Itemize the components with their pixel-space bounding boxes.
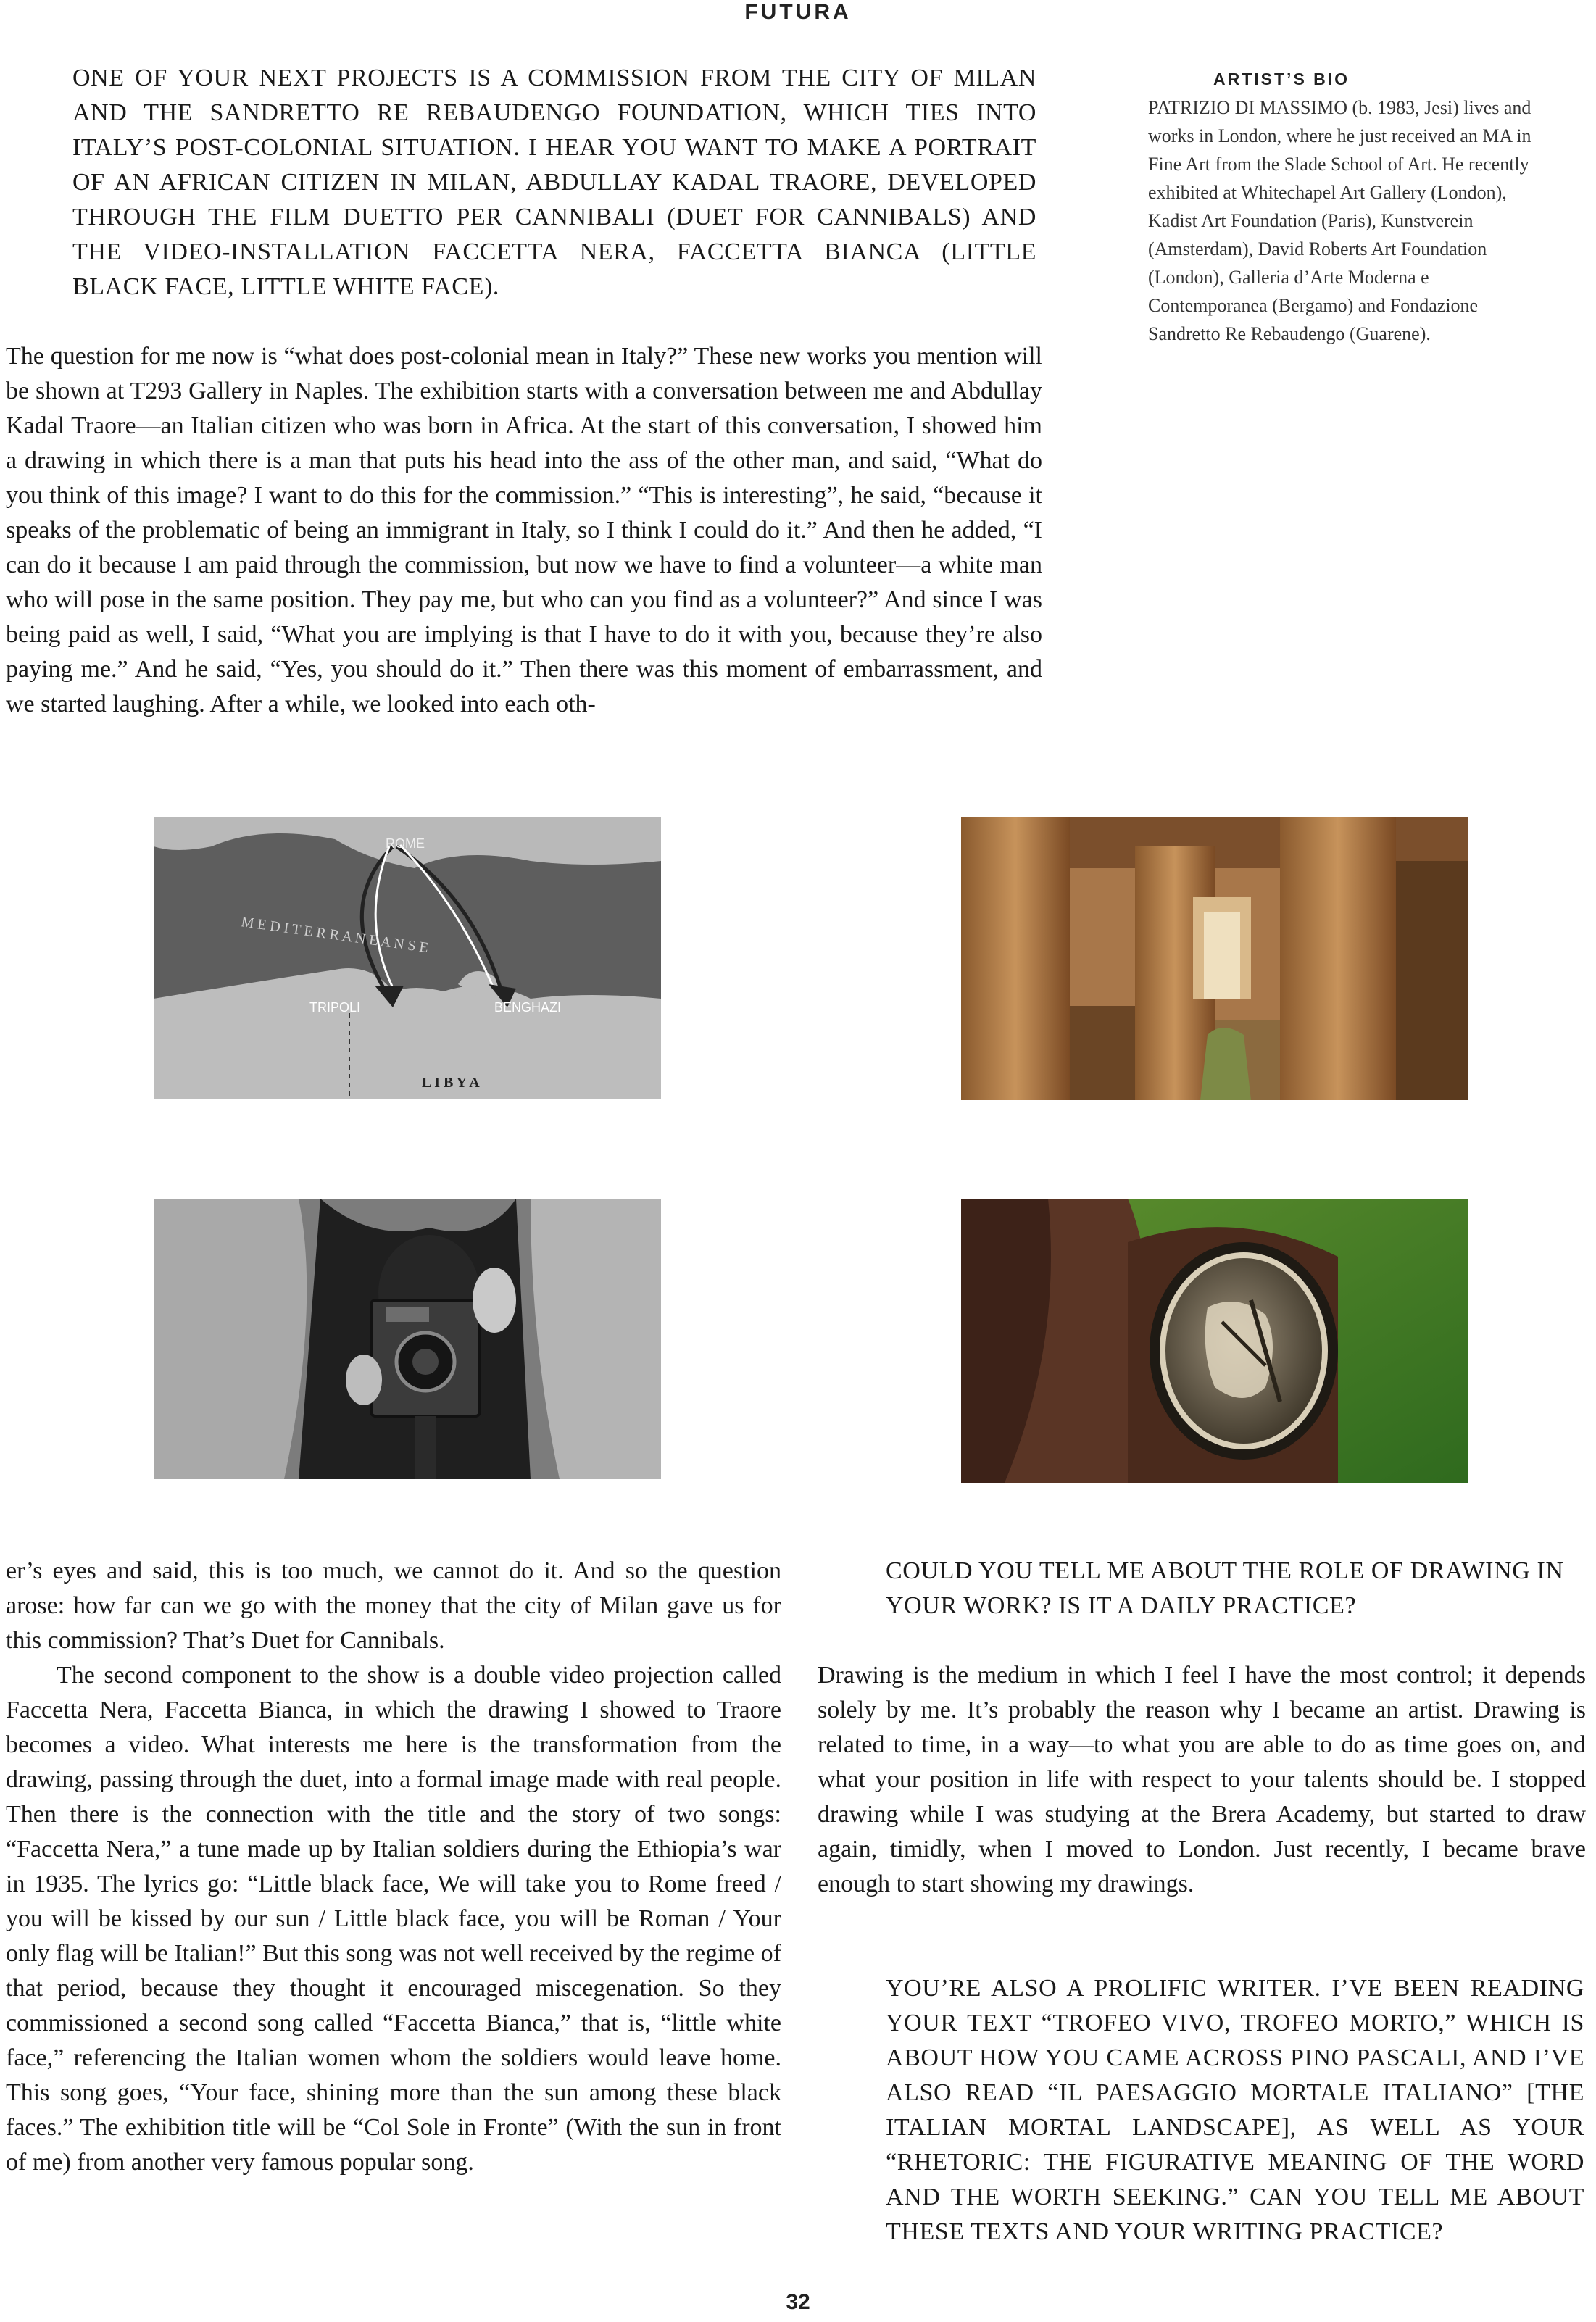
map-label-tripoli: TRIPOLI bbox=[309, 1000, 361, 1015]
ring-photo bbox=[961, 1199, 1468, 1483]
answer-1-text: The question for me now is “what does post-colonial mean in Italy?” These new works you mention will be shown at T293 Gallery in Naples. The exhibition starts with a conversation between me and Abdullay Kadal Traore—an Italian citizen who was born in Africa. At the start of this conversation, I showed him a drawing in which there is a man that puts his head into the ass of the other man, and said, “What do you think of this image? I want to do this for the commission.” “This is interesting”, he said, “because it speaks of the problematic of being an immigrant in Italy, so I think I could do it.” And then he added, “I can do it because I am paid through the commission, but now we have to find a volunteer—a white man who will pose in the same position. They pay me, but who can you find as a volunteer?” And since I was being paid as well, I said, “What you are implying is that I have to do it with you, because they’re also paying me.” And he said, “Yes, you should do it.” Then there was this moment of embarrassment, and we started laughing. After a while, we looked into each oth- bbox=[6, 343, 1042, 717]
ruins-photo bbox=[961, 817, 1468, 1100]
question-3: YOU’RE ALSO A PROLIFIC WRITER. I’VE BEEN READING YOUR TEXT “TROFEO VIVO, TROFEO MORTO,” WHICH IS ABOUT HOW YOU CAME ACROSS PINO PASCALI, AND I’VE ALSO READ “IL PAESAGGIO MORTALE ITALIANO” [THE ITALIAN MORTAL LANDSCAPE], AS WELL AS YOUR “RHETORIC: THE FIGURATIVE MEANING OF THE WORD AND THE WORTH SEEKING.” CAN YOU TELL ME ABOUT THESE TEXTS AND YOUR WRITING PRACTICE? bbox=[886, 1975, 1584, 2245]
map-label-libya: L I B Y A bbox=[422, 1075, 480, 1091]
photographer-photo bbox=[154, 1199, 661, 1479]
answer-1-continued-text: er’s eyes and said, this is too much, we cannot do it. And so the question arose: how far can we go with the money that the city of Milan gave us for this commission? That’s Duet for Cannibals. bbox=[6, 1557, 781, 1654]
map-label-rome: ROME bbox=[386, 836, 425, 851]
answer-1-paragraph-2: The second component to the show is a double video projection called Faccetta Nera, Faccetta Bianca, in which the drawing I showed to Traore becomes a video. What interests me here is the transformation from the drawing, passing through the duet, into a formal image made with real people. Then there is the connection with the title and the story of two songs: “Faccetta Nera,” a tune made up by Italian soldiers during the Ethiopia’s war in 1935. The lyrics go: “Little black face, We will take you to Rome freed / you will be kissed by our sun / Little black face, you will be Roman / Your only flag will be Italian!” But this song was not well received by the regime of that period, because they thought it encouraged miscegenation. So they commissioned a second song called “Faccetta Bianca,” that is, “little white face,” referencing the Italian women whom the soldiers would leave home. This song goes, “Your face, shining more than the sun among these black faces.” The exhibition title will be “Col Sole in Fronte” (With the sun in front of me) from another very famous popular song. bbox=[6, 1662, 781, 2176]
question-2: COULD YOU TELL ME ABOUT THE ROLE OF DRAWING IN YOUR WORK? IS IT A DAILY PRACTICE? bbox=[886, 1557, 1564, 1619]
map-label-sea: M E D I T E R R A N E A N S E bbox=[240, 914, 430, 957]
running-head: FUTURA bbox=[744, 0, 852, 24]
map-label-benghazi: BENGHAZI bbox=[494, 1000, 562, 1015]
answer-2 bbox=[818, 1658, 1586, 1902]
ruins-image bbox=[961, 817, 1468, 1100]
page-number: 32 bbox=[786, 2290, 810, 2314]
answer-2-text: Drawing is the medium in which I feel I have the most control; it depends solely by me. It’s probably the reason why I became an artist. Drawing is related to time, in a way—to what you are able to do as time goes on, and what your position in life with respect to your talents should be. I stopped drawing while I was studying at the Brera Academy, but started to draw again, timidly, when I moved to London. Just recently, I became brave enough to start showing my drawings. bbox=[818, 1662, 1586, 1897]
answer-1-continued bbox=[6, 1554, 781, 2180]
map-image bbox=[154, 817, 661, 1099]
bio-title: ARTIST’S BIO bbox=[1213, 70, 1350, 88]
answer-1 bbox=[6, 339, 1042, 722]
artist-bio bbox=[1148, 70, 1532, 348]
question-1: ONE OF YOUR NEXT PROJECTS IS A COMMISSION FROM THE CITY OF MILAN AND THE SANDRETTO RE REBAUDENGO FOUNDATION, WHICH TIES INTO ITALY’S POST-COLONIAL SITUATION. I HEAR YOU WANT TO MAKE A PORTRAIT OF AN AFRICAN CITIZEN IN MILAN, ABDULLAY KADAL TRAORE, DEVELOPED THROUGH THE FILM DUETTO PER CANNIBALI (DUET FOR CANNIBALS) AND THE VIDEO-INSTALLATION FACCETTA NERA, FACCETTA BIANCA (LITTLE BLACK FACE, LITTLE WHITE FACE). bbox=[72, 64, 1036, 300]
photographer-image bbox=[154, 1199, 661, 1479]
map-photo bbox=[154, 817, 661, 1099]
ring-image bbox=[961, 1199, 1468, 1483]
bio-text: PATRIZIO DI MASSIMO (b. 1983, Jesi) lives and works in London, where he just received an MA in Fine Art from the Slade School of Art. He recently exhibited at Whitechapel Art Gallery (London), Kadist Art Foundation (Paris), Kunstverein (Amsterdam), David Roberts Art Foundation (London), Galleria d’Arte Moderna e Contemporanea (Bergamo) and Fondazione Sandretto Re Rebaudengo (Guarene). bbox=[1148, 97, 1531, 344]
